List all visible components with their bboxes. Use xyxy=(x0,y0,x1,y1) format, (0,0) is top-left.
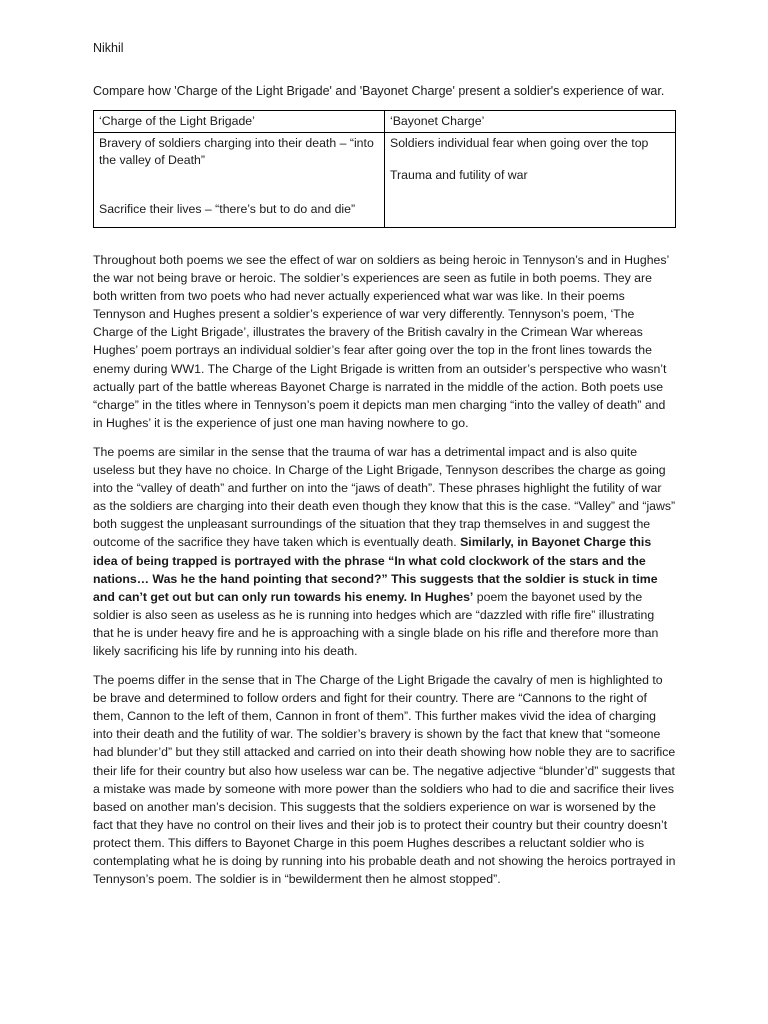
essay-text-bold: Similarly, in Bayonet Charge this idea of being trapped is portrayed with the phrase “In what cold clockwork of the stars and the nations… Was he the hand pointing that second?” This suggests that the soldier is stuck in time and can’t get out but can only run towards his enemy. In Hughes’ xyxy=(93,535,658,604)
table-cell-point: Sacrifice their lives – “there’s but to do and die” xyxy=(99,202,356,216)
table-cell-light-brigade xyxy=(94,133,385,228)
table-cell-point: Soldiers individual fear when going over the top xyxy=(390,136,649,150)
table-header-row xyxy=(94,111,676,133)
essay-paragraph-3: The poems differ in the sense that in The Charge of the Light Brigade the cavalry of men is highlighted to be brave and determined to follow orders and fight for their country. There are “Cannons to the right of them, Cannon to the left of them, Cannon in front of them”. This further makes vivid the idea of charging into their death and the futility of war. The soldier’s bravery is shown by the fact that knew that “someone had blunder’d” but they still attacked and carried on into their death showing how noble they are to sacrifice their life for their country but also how useless war can be. The negative adjective “blunder’d” suggests that a mistake was made by someone with more power than the soldiers who had to die and sacrifice their lives based on another man’s decision. This suggests that the soldiers experience on war is worsened by the fact that they have no control on their lives and their job is to protect their country but their country doesn’t protect them. This differs to Bayonet Charge in this poem Hughes describes a reluctant soldier who is contemplating what he is doing by running into his probable death and not showing the heroics portrayed in Tennyson’s poem. The soldier is in “bewilderment then he almost stopped”. xyxy=(93,673,676,887)
table-cell-bayonet-charge xyxy=(385,133,676,228)
table-cell-point: Trauma and futility of war xyxy=(390,168,528,182)
essay-paragraph-1: Throughout both poems we see the effect of war on soldiers as being heroic in Tennyson’s and in Hughes’ the war not being brave or heroic. The soldier’s experiences are seen as futile in both poems. They are both written from two poets who had never actually experienced what war was like. In their poems Tennyson and Hughes present a soldier’s experience of war very differently. Tennyson’s poem, ‘The Charge of the Light Brigade’, illustrates the bravery of the British cavalry in the Crimean War whereas Hughes’ poem portrays an individual soldier’s fear after going over the top in the front lines towards the enemy during WW1. The Charge of the Light Brigade is written from an outsider’s perspective who wasn’t actually part of the battle whereas Bayonet Charge is narrated in the middle of the action. Both poets use “charge” in the titles where in Tennyson’s poem it depicts man men charging “into the valley of death” and in Hughes’ it is the experience of just one man having nowhere to go. xyxy=(93,253,669,430)
essay-body xyxy=(93,251,676,888)
table-cell-point: Bravery of soldiers charging into their death – “into the valley of Death” xyxy=(99,136,374,167)
table-row xyxy=(94,133,676,228)
comparison-table xyxy=(93,110,676,228)
essay-question: Compare how 'Charge of the Light Brigade' and 'Bayonet Charge' present a soldier's experience of war. xyxy=(93,84,665,98)
table-header-light-brigade: ‘Charge of the Light Brigade’ xyxy=(94,111,385,133)
table-header-bayonet-charge: ‘Bayonet Charge’ xyxy=(385,111,676,133)
essay-text: The poems are similar in the sense that the trauma of war has a detrimental impact and is also quite useless but they have no choice. In Charge of the Light Brigade, Tennyson describes the charge as going into the “valley of death” and further on into the “jaws of death”. These phrases highlight the futility of war as the soldiers are charging into their death even though they know that this is the case. “Valley” and “jaws” both suggest the unpleasant surroundings of the situation that they trap themselves in and suggest the outcome of the sacrifice they have taken which is eventually death. xyxy=(93,444,676,550)
author-name: Nikhil xyxy=(93,41,124,55)
essay-paragraph-2 xyxy=(93,443,676,660)
essay-text: poem the bayonet used by the soldier is also seen as useless as he is running into hedges which are “dazzled with rifle fire” illustrating that he is under heavy fire and he is approaching with a single blade on his rifle and therefore more than likely sacrificing his life by running into his death. xyxy=(93,589,659,658)
